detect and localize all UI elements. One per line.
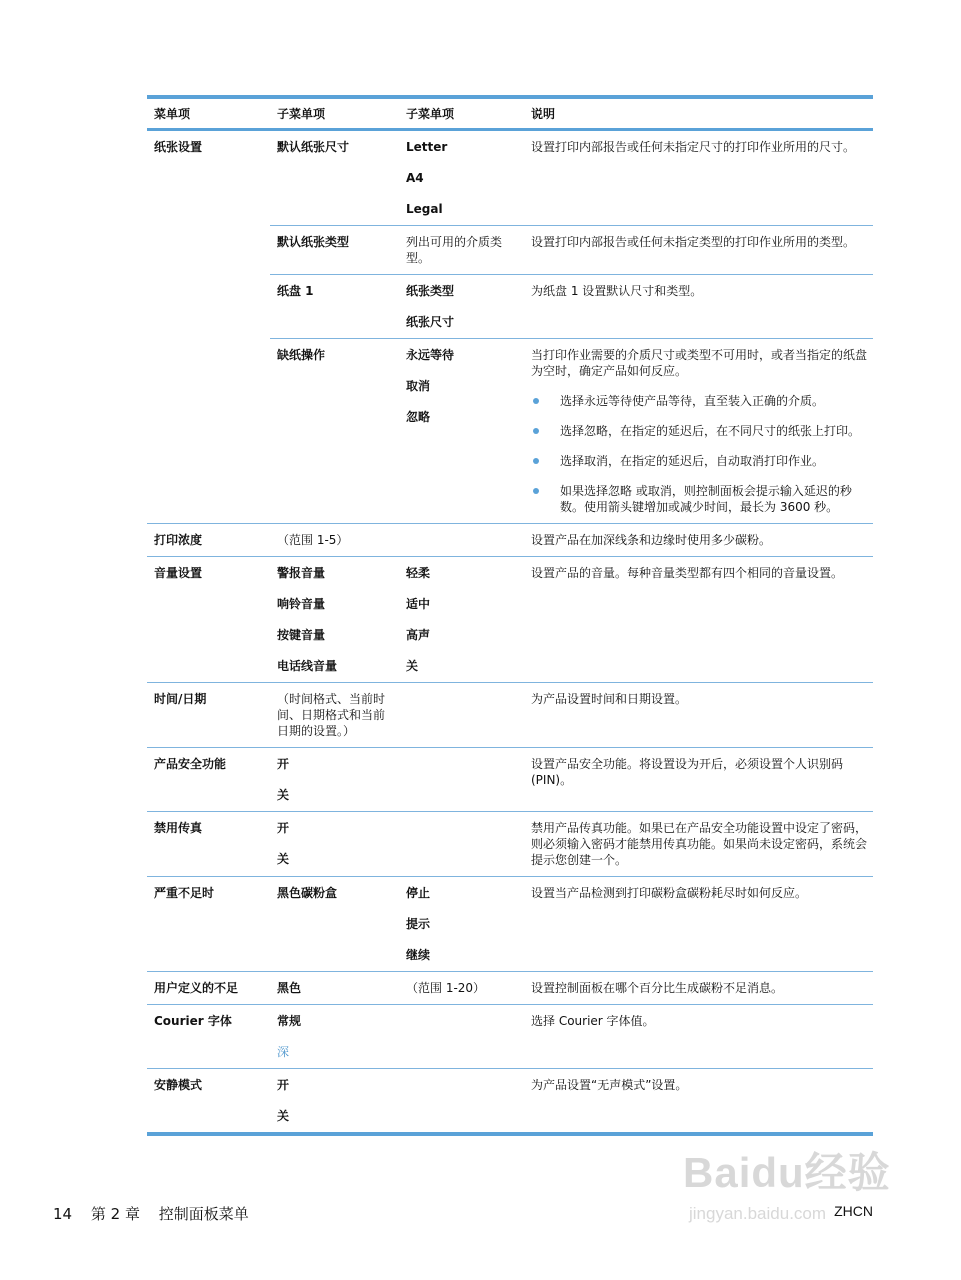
table-row-courier — [147, 1005, 873, 1069]
page-footer — [53, 1203, 263, 1224]
chapter-title: 控制面板菜单 — [158, 1205, 249, 1223]
description-text: 当打印作业需要的介质尺寸或类型不可用时，或者当指定的纸盘为空时，确定产品如何反应。 — [531, 348, 868, 378]
bullet-item: 选择永远等待使产品等待，直至装入正确的介质。 — [531, 393, 867, 409]
submenu-list — [270, 1069, 400, 1132]
option-empty — [400, 524, 524, 556]
table-row-very-low — [147, 877, 873, 972]
option-empty — [400, 812, 524, 876]
option-list — [400, 275, 524, 338]
submenu-item: 电话线音量 — [277, 659, 338, 673]
subrow-paper-out — [270, 339, 873, 523]
menu-item-label: 音量设置 — [154, 566, 203, 580]
submenu-item: 缺纸操作 — [277, 348, 326, 362]
submenu-item: 常规 — [277, 1014, 302, 1028]
watermark-url: jingyan.baidu.com — [689, 1204, 827, 1223]
table-row-security — [147, 748, 873, 812]
description: 为产品设置“无声模式”设置。 — [531, 1078, 688, 1092]
option-empty — [400, 1005, 524, 1068]
bullet-item: 选择取消，在指定的延迟后，自动取消打印作业。 — [531, 453, 867, 469]
option: 忽略 — [406, 410, 431, 424]
option-list — [400, 557, 524, 682]
description: 为产品设置时间和日期设置。 — [531, 692, 688, 706]
menu-item-label: 安静模式 — [154, 1078, 203, 1092]
description: 设置产品在加深线条和边缘时使用多少碳粉。 — [531, 533, 772, 547]
submenu-list — [270, 557, 400, 682]
submenu-item: 开 — [277, 1078, 290, 1092]
option-empty — [400, 683, 524, 747]
option: 高声 — [406, 628, 431, 642]
submenu-item: 警报音量 — [277, 566, 326, 580]
option-list — [400, 131, 524, 225]
submenu-item: 默认纸张类型 — [277, 235, 350, 249]
page-number: 14 — [53, 1205, 73, 1223]
option: 纸张尺寸 — [406, 315, 455, 329]
menu-item-label: 打印浓度 — [154, 533, 203, 547]
watermark-logo: Baidu经验 — [683, 1149, 891, 1196]
option: 关 — [406, 659, 419, 673]
description: 设置产品安全功能。将设置设为开后，必须设置个人识别码 (PIN)。 — [531, 757, 844, 787]
bullet-item: 如果选择忽略 或取消，则控制面板会提示输入延迟的秒数。使用箭头键增加或减少时间，最长为 3600 秒。 — [531, 483, 867, 515]
table-row-density — [147, 524, 873, 557]
table-header — [147, 99, 873, 128]
submenu-item: 关 — [277, 1109, 290, 1123]
chapter-label: 第 2 章 — [90, 1205, 140, 1223]
menu-item-label: Courier 字体 — [154, 1014, 232, 1028]
submenu-list — [270, 1005, 400, 1068]
option: 继续 — [406, 948, 431, 962]
submenu-list — [270, 812, 400, 876]
submenu-item: （时间格式、当前时间、日期格式和当前日期的设置。） — [277, 692, 386, 738]
submenu-item: 默认纸张尺寸 — [277, 140, 350, 154]
header-description: 说明 — [531, 106, 556, 121]
option: 纸张类型 — [406, 284, 455, 298]
menu-item-label: 禁用传真 — [154, 821, 203, 835]
submenu-item: 响铃音量 — [277, 597, 326, 611]
header-submenu-item-2: 子菜单项 — [406, 106, 455, 121]
bullet-list — [531, 393, 867, 515]
subrow-default-size — [270, 131, 873, 226]
description: 为纸盘 1 设置默认尺寸和类型。 — [531, 284, 703, 298]
menu-item-label: 严重不足时 — [154, 886, 215, 900]
option: Letter — [406, 140, 448, 154]
submenu-item: 关 — [277, 788, 290, 802]
submenu-item: 黑色 — [277, 981, 302, 995]
bullet-item: 选择忽略，在指定的延迟后，在不同尺寸的纸张上打印。 — [531, 423, 867, 439]
option: 停止 — [406, 886, 431, 900]
description: 禁用产品传真功能。如果已在产品安全功能设置中设定了密码，则必须输入密码才能禁用传真功能。如果尚未设定密码，系统会提示您创建一个。 — [531, 821, 868, 867]
table-bottom-rule — [147, 1132, 873, 1136]
table-row-user-low — [147, 972, 873, 1005]
option: 永远等待 — [406, 348, 455, 362]
paper-subrows — [270, 131, 873, 523]
table-row-datetime — [147, 683, 873, 748]
header-menu-item: 菜单项 — [154, 106, 191, 121]
description: 设置产品的音量。每种音量类型都有四个相同的音量设置。 — [531, 566, 844, 580]
description: 选择 Courier 字体值。 — [531, 1014, 655, 1028]
subrow-tray1 — [270, 275, 873, 339]
option: 适中 — [406, 597, 431, 611]
menu-item-label: 产品安全功能 — [154, 757, 227, 771]
table-row-fax — [147, 812, 873, 877]
description: 设置打印内部报告或任何未指定类型的打印作业所用的类型。 — [531, 235, 856, 249]
table-row-quiet — [147, 1069, 873, 1132]
submenu-item: （范围 1-5） — [277, 533, 349, 547]
table-row-volume — [147, 557, 873, 683]
option: 提示 — [406, 917, 431, 931]
language-code: ZHCN — [834, 1203, 873, 1219]
option: 取消 — [406, 379, 431, 393]
option: 轻柔 — [406, 566, 431, 580]
subrow-default-type — [270, 226, 873, 275]
description: 设置当产品检测到打印碳粉盒碳粉耗尽时如何反应。 — [531, 886, 808, 900]
submenu-item: 黑色碳粉盒 — [277, 886, 338, 900]
option: Legal — [406, 202, 443, 216]
table-row-paper — [147, 131, 873, 524]
option-list — [400, 877, 524, 971]
menu-item-label: 用户定义的不足 — [154, 981, 239, 995]
submenu-item: 开 — [277, 821, 290, 835]
submenu-item: 开 — [277, 757, 290, 771]
menu-item-label: 纸张设置 — [154, 140, 203, 154]
header-submenu-item: 子菜单项 — [277, 106, 326, 121]
menu-item-label: 时间/日期 — [154, 692, 207, 706]
description: 设置控制面板在哪个百分比生成碳粉不足消息。 — [531, 981, 784, 995]
description — [524, 339, 873, 523]
menu-table — [147, 95, 873, 1136]
submenu-item: 关 — [277, 852, 290, 866]
option-empty — [400, 1069, 524, 1132]
submenu-list — [270, 748, 400, 811]
description: 设置打印内部报告或任何未指定尺寸的打印作业所用的尺寸。 — [531, 140, 856, 154]
option: A4 — [406, 171, 424, 185]
option: （范围 1-20） — [406, 981, 486, 995]
option-empty — [400, 748, 524, 811]
submenu-item: 按键音量 — [277, 628, 326, 642]
submenu-item-dark: 深 — [277, 1045, 290, 1059]
baidu-watermark — [683, 1140, 908, 1250]
option: 列出可用的介质类型。 — [406, 235, 503, 265]
option-list — [400, 339, 524, 523]
submenu-item: 纸盘 1 — [277, 284, 314, 298]
